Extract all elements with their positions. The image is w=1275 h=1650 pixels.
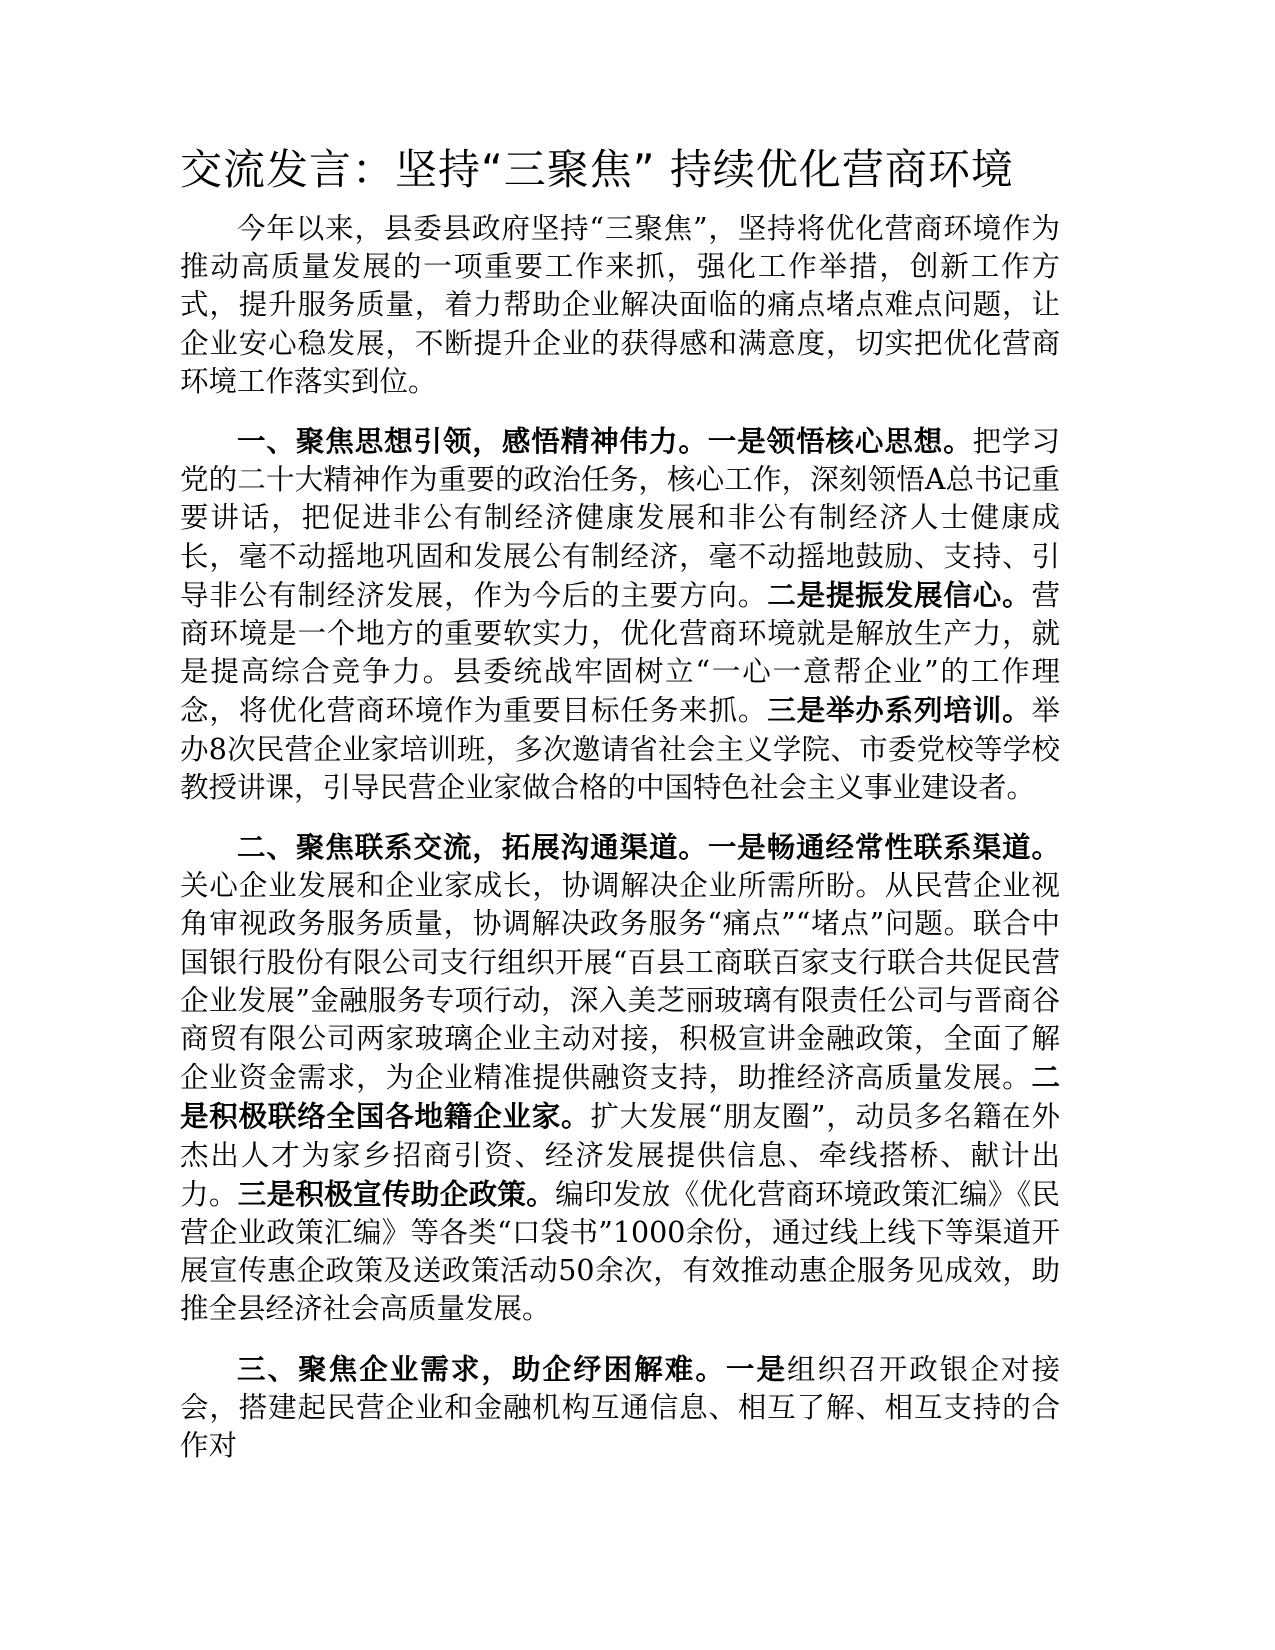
section-3-point-1-text: 组织召开政银企对接会，搭建起民营企业和金融机构互通信息、相互了解、相互支持的合作对 bbox=[180, 1352, 1060, 1463]
section-3-paragraph bbox=[180, 1350, 1060, 1466]
section-2-point-2-text: 扩大发展“朋友圈”，动员多名籍在外杰出人才为家乡招商引资、经济发展提供信息、牵线搭桥、献计出力。 bbox=[180, 1100, 1060, 1211]
section-1-point-2-text: 营商环境是一个地方的重要软实力，优化营商环境就是解放生产力，就是提高综合竞争力。县委统战牢固树立“一心一意帮企业”的工作理念，将优化营商环境作为重要目标任务来抓。 bbox=[180, 578, 1060, 728]
section-2-heading: 二、聚焦联系交流，拓展沟通渠道。 bbox=[237, 830, 708, 865]
section-2-point-1-lead: 一是畅通经常性联系渠道。 bbox=[707, 830, 1060, 865]
section-1-point-3-lead: 三是举办系列培训。 bbox=[767, 693, 1032, 728]
section-2-point-3-lead: 三是积极宣传助企政策。 bbox=[237, 1176, 556, 1211]
section-3-point-1-lead: 一是 bbox=[725, 1351, 788, 1386]
section-2-point-2-lead: 二是积极联络全国各地籍企业家。 bbox=[180, 1060, 1060, 1134]
section-1-heading: 一、聚焦思想引领，感悟精神伟力。 bbox=[237, 424, 708, 459]
section-2-paragraph bbox=[180, 828, 1060, 1329]
section-1-point-2-lead: 二是提振发展信心。 bbox=[767, 577, 1032, 612]
section-2-point-1-text: 关心企业发展和企业家成长，协调解决企业所需所盼。从民营企业视角审视政务服务质量，协调解决政务服务“痛点”“堵点”问题。联合中国银行股份有限公司支行组织开展“百县工商联百家支行联合共促民营企业发展”金融服务专项行动，深入美芝丽玻璃有限责任公司与晋商谷商贸有限公司两家玻璃企业主动对接，积极宣讲金融政策，全面了解企业资金需求，为企业精准提供融资支持，助推经济高质量发展。 bbox=[180, 869, 1060, 1095]
section-1-point-1-lead: 一是领悟核心思想。 bbox=[707, 424, 973, 459]
document-title: 交流发言：坚持“三聚焦” 持续优化营商环境 bbox=[180, 145, 1014, 194]
intro-paragraph: 今年以来，县委县政府坚持“三聚焦”，坚持将优化营商环境作为推动高质量发展的一项重要工作来抓，强化工作举措，创新工作方式，提升服务质量，着力帮助企业解决面临的痛点堵点难点问题，让企业安心稳发展，不断提升企业的获得感和满意度，切实把优化营商环境工作落实到位。 bbox=[180, 212, 1060, 398]
section-3-heading: 三、聚焦企业需求，助企纾困解难。 bbox=[237, 1351, 726, 1386]
document-page bbox=[180, 140, 1060, 1486]
section-2-point-3-text: 编印发放《优化营商环境政策汇编》《民营企业政策汇编》等各类“口袋书”1000余份，通过线上线下等渠道开展宣传惠企政策及送政策活动50余次，有效推动惠企服务见成效，助推全县经济社会高质量发展。 bbox=[180, 1177, 1060, 1326]
section-1-point-3-text: 举办8次民营企业家培训班，多次邀请省社会主义学院、市委党校等学校教授讲课，引导民营企业家做合格的中国特色社会主义事业建设者。 bbox=[180, 694, 1060, 804]
section-1-paragraph bbox=[180, 422, 1060, 807]
section-1-point-1-text: 把学习党的二十大精神作为重要的政治任务，核心工作，深刻领悟A总书记重要讲话，把促进非公有制经济健康发展和非公有制经济人士健康成长，毫不动摇地巩固和发展公有制经济，毫不动摇地鼓励、支持、引导非公有制经济发展，作为今后的主要方向。 bbox=[180, 425, 1060, 612]
